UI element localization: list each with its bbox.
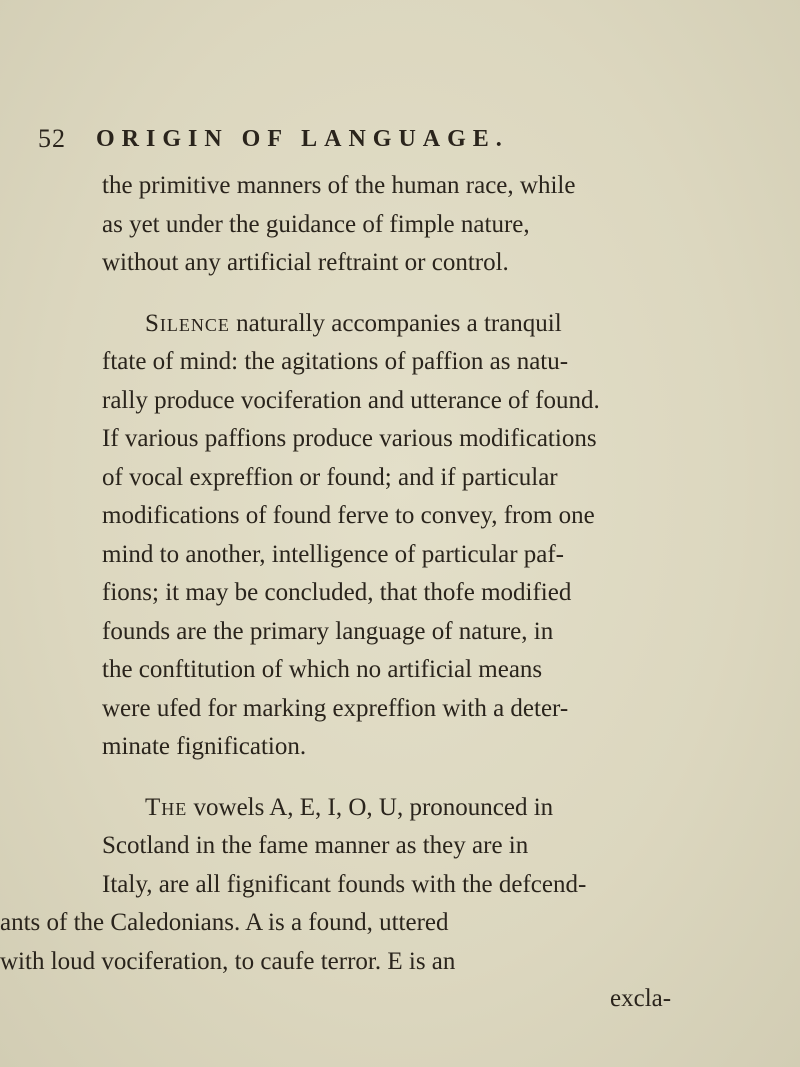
catchword: excla- [610, 985, 672, 1012]
paragraph-1-line-1: the primitive manners of the human race, while [102, 172, 576, 199]
paragraph-2-line-10: the conftitution of which no artificial means [102, 656, 543, 683]
paragraph-1-line-3: without any artificial reftraint or control. [102, 249, 509, 276]
running-title: ORIGIN OF LANGUAGE. [96, 126, 509, 152]
running-head [38, 124, 758, 158]
paragraph-2-line-8: fions; it may be concluded, that thofe modified [102, 579, 572, 606]
paragraph-3-line-2: Scotland in the fame manner as they are in [102, 832, 529, 859]
paragraph-3-line-5: with loud vociferation, to caufe terror. E is an [0, 948, 456, 975]
paragraph-2-line-11: were ufed for marking expreffion with a deter- [102, 695, 569, 722]
paragraph-2-line-3: rally produce vociferation and utterance of found. [102, 387, 600, 414]
paragraph-2-line-1-text: naturally accompanies a tranquil [229, 310, 562, 337]
paragraph-2-line-9: founds are the primary language of nature, in [102, 618, 554, 645]
paragraph-3-line-1 [145, 793, 553, 823]
paragraph-2-line-4: If various paffions produce various modifications [102, 425, 597, 452]
paragraph-3-lead-word: The [145, 794, 188, 821]
paragraph-2-line-2: ftate of mind: the agitations of paffion as natu- [102, 348, 569, 375]
paragraph-2-line-5: of vocal expreffion or found; and if particular [102, 464, 558, 491]
paragraph-1-line-2: as yet under the guidance of fimple nature, [102, 211, 530, 238]
paragraph-2-lead-word: Silence [145, 310, 230, 337]
paragraph-3-line-1-text: vowels A, E, I, O, U, pronounced in [187, 794, 554, 821]
paragraph-3-line-4: ants of the Caledonians. A is a found, uttered [0, 909, 449, 936]
paragraph-3-line-3: Italy, are all fignificant founds with the defcend- [102, 871, 587, 898]
paragraph-2-line-6: modifications of found ferve to convey, from one [102, 502, 595, 529]
paragraph-2-line-12: minate fignification. [102, 733, 307, 760]
paragraph-2-line-7: mind to another, intelligence of particular paf- [102, 541, 565, 568]
page-number: 52 [38, 124, 66, 153]
paragraph-2-line-1 [145, 309, 562, 339]
